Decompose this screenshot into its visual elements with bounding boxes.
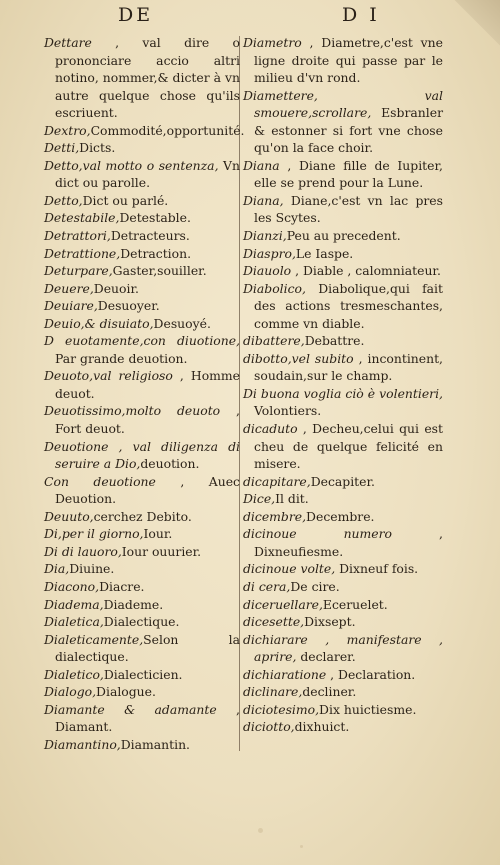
dictionary-entry [44, 227, 240, 245]
entry-headword: Diamettere, val smouere,scrollare, [243, 87, 443, 121]
entry-headword: diclinare, [243, 684, 303, 700]
dictionary-entry [243, 87, 443, 157]
entry-headword: dibattere, [243, 333, 305, 349]
entry-definition: deuotion. [140, 456, 200, 472]
running-head-right: D I [342, 4, 380, 26]
dictionary-entry [44, 631, 240, 666]
dictionary-entry [243, 525, 443, 560]
entry-headword: dicapitare, [243, 473, 311, 489]
entry-definition: Debattre. [304, 333, 365, 349]
entry-definition: Volontiers. [254, 403, 322, 419]
dictionary-entry [44, 192, 240, 210]
entry-definition: Diamantin. [120, 736, 190, 752]
page-curl [448, 0, 500, 48]
entry-definition: Il dit. [275, 491, 309, 507]
entry-headword: Di buona voglia ciò è volentieri, [243, 385, 443, 401]
entry-headword: Con deuotione [44, 473, 156, 489]
dictionary-entry [44, 543, 240, 561]
dictionary-entry [243, 578, 443, 596]
entry-definition: Desuoyer. [97, 298, 160, 314]
dictionary-entry [44, 596, 240, 614]
dictionary-entry [243, 34, 443, 87]
entry-definition: dixhuict. [294, 719, 350, 735]
entry-definition: Dixneuf fois. [335, 561, 419, 577]
entry-definition: Dixsept. [304, 614, 356, 630]
entry-definition: Iour ouurier. [121, 543, 202, 559]
dictionary-entry [243, 560, 443, 578]
entry-headword: D euotamente,con diuotione, [44, 333, 240, 349]
entry-definition: De cire. [290, 578, 340, 594]
entry-definition: Esbranler & estonner si fort vne chose qu'on la face choir. [254, 105, 443, 156]
dictionary-entry [44, 525, 240, 543]
entry-headword: Dextro, [44, 122, 91, 138]
entry-headword: Detrattori, [44, 228, 111, 244]
entry-headword: Diametro [243, 35, 302, 50]
entry-definition: Detestable. [119, 210, 191, 226]
entry-headword: Detrattione, [44, 245, 121, 261]
dictionary-entry [44, 701, 240, 736]
dictionary-entry [44, 367, 240, 402]
entry-headword: Diabolico, [243, 280, 306, 296]
entry-headword: Diaspro, [243, 245, 296, 261]
entry-definition: Gaster,souiller. [112, 263, 207, 279]
dictionary-entry [44, 613, 240, 631]
entry-headword: dicembre, [243, 508, 307, 524]
entry-headword: Dialetica, [44, 614, 104, 630]
entry-definition: , Fort deuot. [55, 403, 240, 437]
entry-headword: di cera, [243, 578, 291, 594]
dictionary-entry [44, 560, 240, 578]
entry-headword: Deturpare, [44, 263, 113, 279]
entry-headword: Detto, [44, 192, 83, 208]
entry-headword: Diana [243, 157, 280, 173]
paper-stain [258, 828, 263, 833]
entry-definition: Selon la dialectique. [55, 631, 240, 665]
entry-definition: Iour. [143, 526, 173, 542]
entry-definition: , Diamant. [55, 701, 240, 735]
entry-headword: Diamante & adamante [44, 701, 217, 717]
entry-definition: Vn dict ou parolle. [55, 157, 240, 191]
dictionary-entry [243, 490, 443, 508]
entry-definition: Desuoyé. [153, 315, 211, 331]
entry-definition: , Diametre,c'est vne ligne droite qui passe par le milieu d'vn rond. [254, 35, 443, 86]
dictionary-entry [44, 139, 240, 157]
dictionary-entry [243, 227, 443, 245]
entry-headword: Detestabile, [44, 210, 120, 226]
dictionary-entry [44, 402, 240, 437]
entry-headword: Deuotione , val diligenza di seruire a Dio, [44, 438, 240, 472]
entry-headword: Detti, [44, 140, 80, 156]
dictionary-entry [243, 280, 443, 333]
dictionary-entry [243, 631, 443, 666]
entry-headword: Deuiare, [44, 298, 98, 314]
entry-definition: , incontinent, soudain,sur le champ. [254, 350, 443, 384]
dictionary-entry [243, 596, 443, 614]
entry-headword: Deuio,& disuiato, [44, 315, 154, 331]
entry-headword: Dianzi, [243, 228, 287, 244]
entry-headword: diciotto, [243, 719, 295, 735]
dictionary-entry [243, 473, 443, 491]
entry-definition: decliner. [302, 684, 357, 700]
dictionary-entry [243, 385, 443, 420]
entry-definition: Eceruelet. [322, 596, 388, 612]
dictionary-entry [44, 508, 240, 526]
dictionary-entry [243, 666, 443, 684]
entry-headword: Diauolo [243, 263, 292, 279]
entry-headword: Deuoto,val religioso [44, 368, 173, 384]
entry-definition: declarer. [296, 649, 356, 665]
entry-headword: diceruellare, [243, 596, 323, 612]
entry-headword: Diamantino, [44, 736, 121, 752]
entry-headword: dicesette, [243, 614, 305, 630]
entry-definition: Diademe. [103, 596, 164, 612]
entry-definition: Diane,c'est vn lac pres les Scytes. [254, 192, 443, 226]
entry-headword: Dettare [44, 35, 92, 50]
dictionary-entry [44, 683, 240, 701]
entry-definition: , Diable , calomniateur. [291, 263, 441, 279]
dictionary-entry [243, 192, 443, 227]
entry-definition: Detracteurs. [110, 228, 190, 244]
entry-definition: Dix huictiesme. [319, 701, 417, 717]
entry-definition: Dialogue. [96, 684, 156, 700]
entry-headword: Deuuto, [44, 508, 94, 524]
dictionary-entry [44, 280, 240, 298]
dictionary-entry [44, 315, 240, 333]
entry-definition: Decapiter. [310, 473, 375, 489]
entry-headword: Dice, [243, 491, 276, 507]
dictionary-entry [243, 157, 443, 192]
entry-definition: , Decheu,celui qui est cheu de quelque felicité en misere. [254, 421, 443, 472]
dictionary-entry [44, 262, 240, 280]
entry-definition: , Declaration. [326, 666, 416, 682]
dictionary-entry [243, 508, 443, 526]
entry-headword: dichiaratione [243, 666, 327, 682]
entry-headword: Diana, [243, 192, 284, 208]
dictionary-entry [44, 473, 240, 508]
dictionary-entry [243, 350, 443, 385]
entry-definition: , Diane fille de Iupiter, elle se prend pour la Lune. [254, 157, 443, 191]
dictionary-entry [243, 613, 443, 631]
entry-definition: , Dixneufiesme. [254, 526, 443, 559]
entry-definition: Peu au precedent. [286, 228, 401, 244]
dictionary-entry [44, 578, 240, 596]
entry-definition: Le Iaspe. [295, 245, 354, 261]
entry-definition: Decembre. [306, 508, 375, 524]
dictionary-entry [243, 245, 443, 263]
entry-headword: Di di lauoro, [44, 543, 122, 559]
entry-headword: Deuere, [44, 280, 94, 296]
entry-definition: cerchez Debito. [93, 508, 192, 524]
entry-headword: Di,per il giorno, [44, 526, 144, 542]
left-column [44, 34, 245, 753]
dictionary-entry [243, 332, 443, 350]
running-head-left: DE [118, 4, 154, 26]
entry-headword: Dialetico, [44, 666, 104, 682]
entry-headword: Dia, [44, 561, 70, 577]
dictionary-entry [44, 736, 240, 754]
dictionary-entry [243, 701, 443, 719]
entry-headword: dicaduto [243, 421, 298, 437]
dictionary-entry [44, 245, 240, 263]
dictionary-entry [243, 262, 443, 280]
dictionary-entry [44, 157, 240, 192]
entry-headword: Detto,val motto o sentenza, [44, 157, 219, 173]
right-column [243, 34, 443, 736]
entry-headword: Dialogo, [44, 684, 97, 700]
dictionary-entry [243, 718, 443, 736]
dictionary-entry [44, 332, 240, 367]
dictionary-entry [44, 209, 240, 227]
entry-definition: , Homme deuot. [55, 368, 240, 401]
entry-definition: Dialecticien. [103, 666, 183, 682]
entry-definition: Diacre. [99, 578, 145, 594]
dictionary-entry [44, 297, 240, 315]
entry-headword: dicinoue numero [243, 526, 393, 542]
entry-headword: Dialeticamente, [44, 631, 144, 647]
entry-definition: Par grande deuotion. [55, 350, 188, 366]
entry-definition: Detraction. [120, 245, 192, 261]
dictionary-entry [243, 683, 443, 701]
dictionary-entry [44, 666, 240, 684]
entry-definition: Dicts. [79, 140, 116, 156]
entry-headword: dibotto,vel subito [243, 350, 354, 366]
entry-headword: dichiarare , manifestare , aprire, [243, 631, 443, 665]
dictionary-entry [44, 34, 240, 122]
entry-definition: Dialectique. [103, 614, 180, 630]
dictionary-entry [243, 420, 443, 473]
entry-headword: dicinoue volte, [243, 561, 336, 577]
paper-stain [300, 845, 303, 848]
entry-definition: , Auec Deuotion. [55, 473, 240, 507]
entry-definition: Dict ou parlé. [82, 192, 169, 208]
entry-definition: Diabolique,qui fait des actions tresmeschantes, comme vn diable. [254, 280, 443, 331]
dictionary-entry [44, 122, 245, 140]
entry-headword: Diadema, [44, 596, 104, 612]
entry-definition: , val dire o prononciare accio altri notino, nommer,& dicter à vn autre quelque chose qu'ils escriuent. [55, 35, 240, 121]
dictionary-entry [44, 438, 240, 473]
entry-headword: diciotesimo, [243, 701, 320, 717]
entry-definition: Commodité,opportunité. [90, 122, 245, 138]
entry-definition: Deuoir. [93, 280, 139, 296]
entry-headword: Deuotissimo,molto deuoto [44, 403, 221, 419]
entry-definition: Diuine. [69, 561, 115, 577]
entry-headword: Diacono, [44, 578, 100, 594]
